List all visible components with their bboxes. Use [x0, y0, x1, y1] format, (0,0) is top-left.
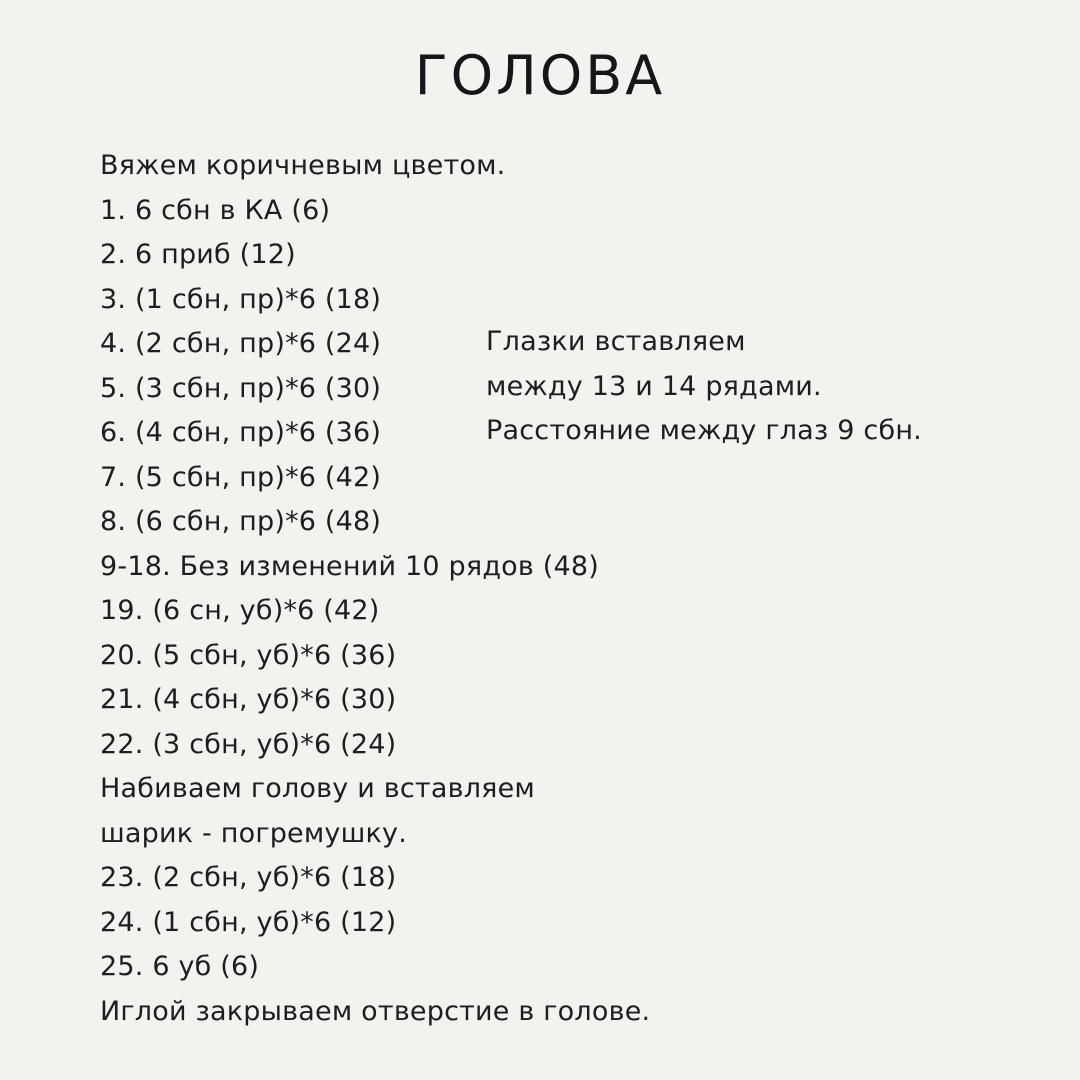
note-line: Расстояние между глаз 9 сбн. — [486, 415, 922, 446]
instruction-line: 21. (4 сбн, уб)*6 (30) — [100, 684, 397, 715]
note-line: Глазки вставляем — [486, 326, 746, 357]
instruction-line: 25. 6 уб (6) — [100, 951, 260, 982]
instruction-line: 23. (2 сбн, уб)*6 (18) — [100, 862, 397, 893]
instruction-line: 2. 6 приб (12) — [100, 239, 296, 270]
instruction-line: Иглой закрываем отверстие в голове. — [100, 995, 651, 1027]
instruction-line: 20. (5 сбн, уб)*6 (36) — [100, 639, 397, 671]
instruction-line: 9-18. Без изменений 10 рядов (48) — [100, 550, 600, 582]
eyes-note — [486, 320, 1046, 454]
instruction-line: 4. (2 сбн, пр)*6 (24) — [100, 328, 382, 359]
instruction-line: 3. (1 сбн, пр)*6 (18) — [100, 283, 382, 315]
instruction-line: Вяжем коричневым цветом. — [100, 150, 506, 181]
instruction-line: 1. 6 сбн в КА (6) — [100, 194, 331, 226]
pattern-instructions — [100, 144, 660, 1034]
instruction-line: 22. (3 сбн, уб)*6 (24) — [100, 728, 397, 760]
instruction-line: шарик - погремушку. — [100, 817, 407, 849]
instruction-line: 19. (6 сн, уб)*6 (42) — [100, 595, 380, 626]
instruction-line: 5. (3 сбн, пр)*6 (30) — [100, 372, 382, 404]
note-line: между 13 и 14 рядами. — [486, 370, 822, 402]
instruction-line: 8. (6 сбн, пр)*6 (48) — [100, 506, 382, 537]
page-title: ГОЛОВА — [414, 44, 666, 107]
instruction-line: 6. (4 сбн, пр)*6 (36) — [100, 417, 382, 448]
instruction-line: 7. (5 сбн, пр)*6 (42) — [100, 461, 382, 493]
instruction-line: 24. (1 сбн, уб)*6 (12) — [100, 906, 397, 938]
instruction-line: Набиваем голову и вставляем — [100, 773, 535, 804]
